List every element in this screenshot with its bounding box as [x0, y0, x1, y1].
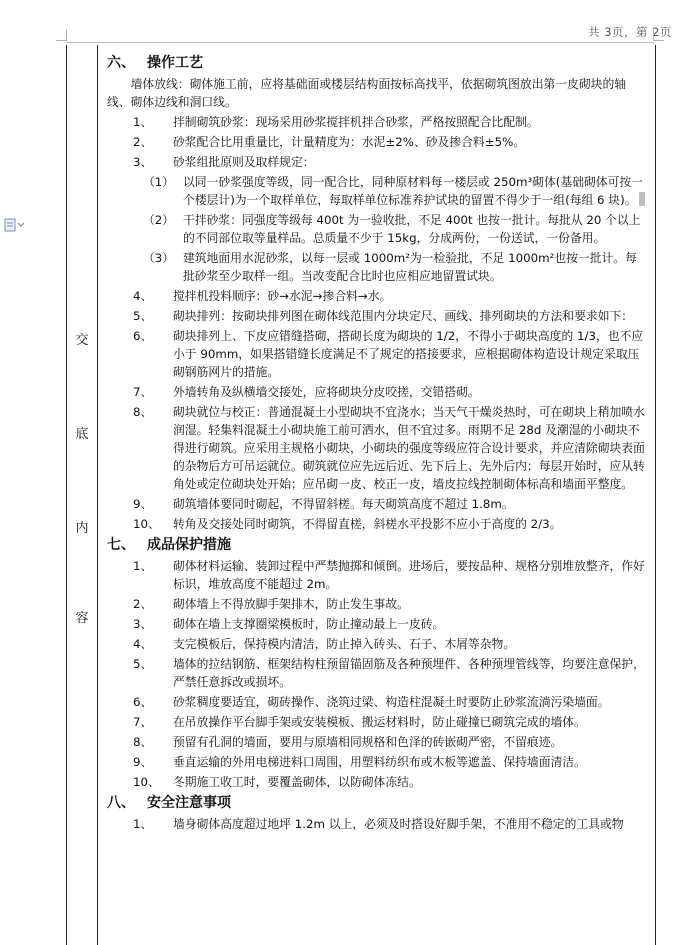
label-char: 交 — [75, 333, 89, 348]
document-icon[interactable] — [4, 218, 26, 232]
list-item: 8、 砌块就位与校正：普通混凝土小型砌块不宜浇水；当天气干燥炎热时，可在砌块上稍加喷水润湿。轻集料混凝土小砌块施工前可洒水，但不宜过多。雨期不足 28d 及潮湿的小砌块不得进行砌筑。应采用主规格小砌块，小砌块的强度等级应符合设计要求，并应清除砌块表面的杂物后方可吊运就位。砌筑就位应先远后近、先下后上、先外后内；每层开始时，应从转角处或定位砌块处开始；应吊砌一皮、校正一皮，墙皮拉线控制砌体标高和墙面平整度。 — [133, 405, 645, 491]
page-counter: 共 3页，第 2页 — [588, 25, 672, 39]
list-item: 7、 外墙转角及纵横墙交接处，应将砌块分皮咬搓，交错搭砌。 — [133, 385, 480, 399]
content-area[interactable] — [107, 51, 647, 835]
list-item: 9、 垂直运输的外用电梯进料口周围，用塑料纺织布或木板等遮盖、保持墙面清洁。 — [133, 755, 586, 769]
section-intro: 墙体放线：砌体施工前，应将基础面或楼层结构面按标高找平，依据砌筑图放出第一皮砌块的轴线、砌体边线和洞口线。 — [107, 77, 627, 109]
list-item: 3、 砂浆组批原则及取样规定： — [133, 155, 315, 169]
section-title: 八、 安全注意事项 — [107, 795, 231, 811]
section-title: 六、 操作工艺 — [107, 55, 203, 71]
list-item: 6、 砂浆稠度要适宜，砌砖操作、浇筑过梁、构造柱混凝土时要防止砂浆流淌污染墙面。 — [133, 695, 610, 709]
list-item: 4、 搅拌机投料顺序：砂→水泥→掺合料→水。 — [133, 289, 392, 303]
list-item: 6、 砌块排列上、下皮应错缝搭砌，搭砌长度为砌块的 1/2，不得小于砌块高度的 1/3，也不应小于 90mm，如果搭错缝长度满足不了规定的搭接要求，应根据砌体构造设计规定采取压砌钢筋网片的措施。 — [133, 329, 644, 379]
label-char: 容 — [75, 611, 89, 626]
label-column — [67, 45, 98, 945]
sub-item: （2） 干拌砂浆：同强度等级每 400t 为一验收批，不足 400t 也按一批计。每批从 20 个以上的不同部位取等量样品。总质量不少于 15kg，分成两份，一份送试，一份备用。 — [143, 213, 641, 245]
sub-item: （1） 以同一砂浆强度等级，同一配合比，同种原材料每一楼层或 250m³砌体(基础砌体可按一个楼层计)为一个取样单位，每取样单位标准养护试块的留置不得少于一组(每组 6 块)。 — [143, 175, 643, 207]
list-item: 3、 砌体在墙上支撑圈梁模板时，防止撞动最上一皮砖。 — [133, 617, 445, 631]
list-item: 10、 转角及交接处同时砌筑，不得留直槎，斜槎水平投影不应小于高度的 2/3。 — [133, 517, 562, 531]
header-rule — [66, 42, 654, 43]
label-char: 底 — [75, 427, 89, 442]
margin-corner-mark — [56, 30, 67, 41]
list-item: 2、 砂浆配合比用重量比，计量精度为：水泥±2%、砂及掺合料±5%。 — [133, 135, 526, 149]
list-item: 4、 支完模板后，保持模内清洁，防止掉入砖头、石子、木屑等杂物。 — [133, 637, 516, 651]
list-item: 10、 冬期施工收工时，要覆盖砌体，以防砌体冻结。 — [133, 775, 421, 789]
list-item: 7、 在吊放操作平台脚手架或安装模板、搬运材料时，防止碰撞已砌筑完成的墙体。 — [133, 715, 586, 729]
list-item: 1、 砌体材料运输、装卸过程中严禁抛掷和倾倒。进场后，要按品种、规格分别堆放整齐，作好标识，堆放高度不能超过 2m。 — [133, 559, 645, 591]
list-item: 2、 砌体墙上不得放脚手架排木，防止发生事故。 — [133, 597, 409, 611]
sub-item: （3） 建筑地面用水泥砂浆，以每一层或 1000m²为一检验批，不足 1000m²也按一批计。每批砂浆至少取样一组。当改变配合比时也应相应地留置试块。 — [143, 251, 637, 283]
list-item: 5、 墙体的拉结钢筋、框架结构柱预留锚固筋及各种预埋件、各种预埋管线等，均要注意保护，严禁任意拆改或损坏。 — [133, 657, 645, 689]
text-cursor — [639, 192, 645, 206]
list-item: 9、 砌筑墙体要同时砌起，不得留斜槎。每天砌筑高度不超过 1.8m。 — [133, 497, 514, 511]
list-item: 1、 墙身砌体高度超过地坪 1.2m 以上，必须及时搭设好脚手架，不准用不稳定的工具或物 — [133, 817, 624, 831]
section-title: 七、 成品保护措施 — [107, 537, 231, 553]
list-item: 1、 拌制砌筑砂浆：现场采用砂浆搅拌机拌合砂浆，严格按照配合比配制。 — [133, 115, 539, 129]
list-item: 8、 预留有孔洞的墙面，要用与原墙相同规格和色泽的砖嵌砌严密，不留痕迹。 — [133, 735, 563, 749]
list-item: 5、 砌块排列：按砌块排列图在砌体线范围内分块定尺、画线、排列砌块的方法和要求如下： — [133, 309, 634, 323]
document-table — [66, 45, 656, 945]
margin-corner-mark — [653, 30, 664, 41]
label-char: 内 — [75, 521, 89, 536]
